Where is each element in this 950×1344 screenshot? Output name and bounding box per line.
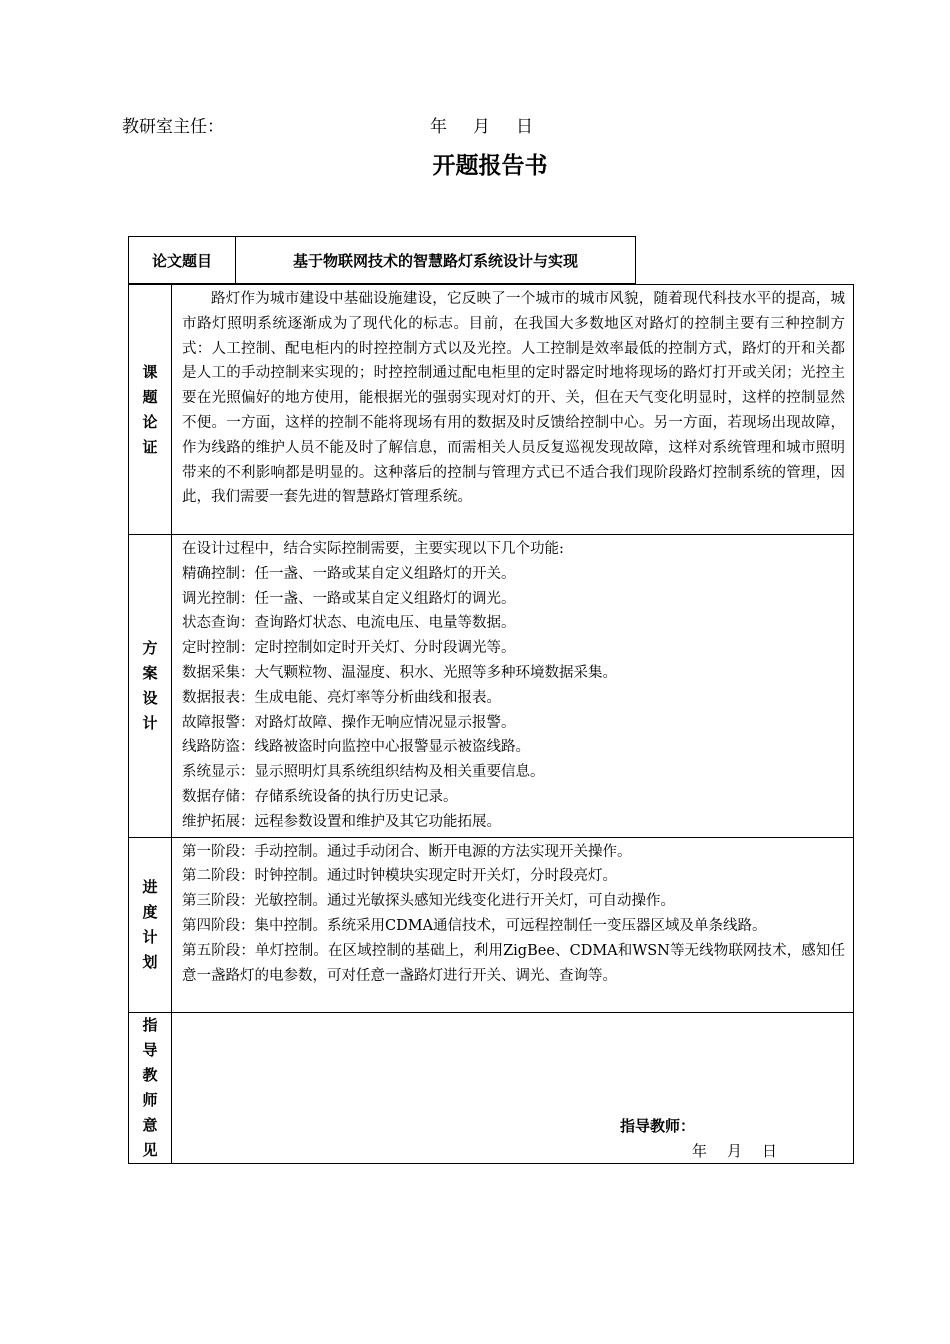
- justification-label: [129, 285, 172, 535]
- label-char: 计: [142, 713, 158, 732]
- label-char: 进: [142, 877, 158, 896]
- label-char: 教: [142, 1065, 158, 1084]
- advisor-signature-label: 指导教师：: [620, 1116, 696, 1135]
- label-char: 方: [142, 638, 158, 657]
- label-char: 见: [142, 1140, 158, 1159]
- design-line: 维护拓展：远程参数设置和维护及其它功能拓展。: [182, 813, 501, 830]
- header-year: 年: [430, 117, 447, 137]
- design-line: 数据采集：大气颗粒物、温湿度、积水、光照等多种环境数据采集。: [182, 664, 617, 681]
- schedule-label: [129, 837, 172, 1012]
- header-date: [430, 112, 559, 137]
- label-char: 指: [142, 1015, 158, 1034]
- label-char: 划: [142, 952, 158, 971]
- label-char: 设: [142, 688, 158, 707]
- advisor-box: [172, 1013, 853, 1163]
- schedule-line: 第四阶段：集中控制。系统采用CDMA通信技术，可远程控制任一变压器区域及单条线路。: [182, 917, 767, 934]
- report-table: [128, 284, 854, 1164]
- advisor-row: [129, 1012, 854, 1163]
- label-char: 题: [142, 387, 158, 406]
- advisor-date: [692, 1139, 797, 1164]
- schedule-line: 第一阶段：手动控制。通过手动闭合、断开电源的方法实现开关操作。: [182, 843, 632, 860]
- label-char: 意: [142, 1115, 158, 1134]
- label-char: 案: [142, 663, 158, 682]
- design-line: 定时控制：定时控制如定时开关灯、分时段调光等。: [182, 640, 516, 657]
- schedule-line: 第二阶段：时钟控制。通过时钟模块实现定时开关灯，分时段亮灯。: [182, 868, 617, 885]
- design-row: [129, 535, 854, 838]
- director-label: 教研室主任：: [122, 117, 224, 137]
- topic-value: 基于物联网技术的智慧路灯系统设计与实现: [236, 237, 636, 284]
- label-char: 度: [142, 902, 158, 921]
- label-char: 导: [142, 1040, 158, 1059]
- justification-row: [129, 285, 854, 535]
- label-char: 计: [142, 927, 158, 946]
- design-line: 系统显示：显示照明灯具系统组织结构及相关重要信息。: [182, 764, 545, 781]
- justification-text: 路灯作为城市建设中基础设施建设，它反映了一个城市的城市风貌，随着现代科技水平的提高，城市路灯照明系统逐渐成为了现代化的标志。目前，在我国大多数地区对路灯的控制主要有三种控制方式：人工控制、配电柜内的时控控制方式以及光控。人工控制是效率最低的控制方式，路灯的开和关都是人工的手动控制来实现的；时控控制通过配电柜里的定时器定时地将现场的路灯打开或关闭；光控主要在光照偏好的地方使用，能根据光的强弱实现对灯的开、关，但在天气变化明显时，这样的控制显然不便。一方面，这样的控制不能将现场有用的数据及时反馈给控制中心。另一方面，若现场出现故障，作为线路的维护人员不能及时了解信息，而需相关人员反复巡视发现故障，这样对系统管理和城市照明带来的不利影响都是明显的。这种落后的控制与管理方式已不适合我们现阶段路灯控制系统的管理，因此，我们需要一套先进的智慧路灯管理系统。: [182, 291, 845, 506]
- label-char: 证: [142, 437, 158, 456]
- schedule-content: [172, 837, 854, 1012]
- header-month: 月: [473, 117, 490, 137]
- topic-label: 论文题目: [129, 237, 236, 284]
- schedule-line: 第五阶段：单灯控制。在区域控制的基础上，利用ZigBee、CDMA和WSN等无线物联网技术，感知任意一盏路灯的电参数，可对任意一盏路灯进行开关、调光、查询等。: [182, 942, 845, 984]
- schedule-line: 第三阶段：光敏控制。通过光敏探头感知光线变化进行开关灯，可自动操作。: [182, 893, 675, 910]
- advisor-content: [172, 1012, 854, 1163]
- advisor-month: 月: [727, 1141, 743, 1160]
- schedule-row: [129, 837, 854, 1012]
- design-line: 状态查询：查询路灯状态、电流电压、电量等数据。: [182, 615, 516, 632]
- advisor-day: 日: [762, 1141, 778, 1160]
- design-line: 在设计过程中，结合实际控制需要，主要实现以下几个功能:: [182, 541, 564, 557]
- label-char: 师: [142, 1090, 158, 1109]
- design-line: 调光控制：任一盏、一路或某自定义组路灯的调光。: [182, 590, 516, 607]
- label-char: 课: [142, 362, 158, 381]
- design-line: 精确控制：任一盏、一路或某自定义组路灯的开关。: [182, 565, 516, 582]
- design-content: [172, 535, 854, 838]
- advisor-year: 年: [692, 1141, 708, 1160]
- design-line: 数据报表：生成电能、亮灯率等分析曲线和报表。: [182, 689, 501, 706]
- design-line: 故障报警：对路灯故障、操作无响应情况显示报警。: [182, 714, 516, 731]
- page-title: 开题报告书: [432, 153, 548, 179]
- design-line: 数据存储：存储系统设备的执行历史记录。: [182, 788, 458, 805]
- design-label: [129, 535, 172, 838]
- advisor-label: [129, 1012, 172, 1163]
- topic-table: [128, 236, 636, 284]
- justification-content: [172, 285, 854, 535]
- header-day: 日: [516, 117, 533, 137]
- label-char: 论: [142, 412, 158, 431]
- design-line: 线路防盗：线路被盗时向监控中心报警显示被盗线路。: [182, 739, 530, 756]
